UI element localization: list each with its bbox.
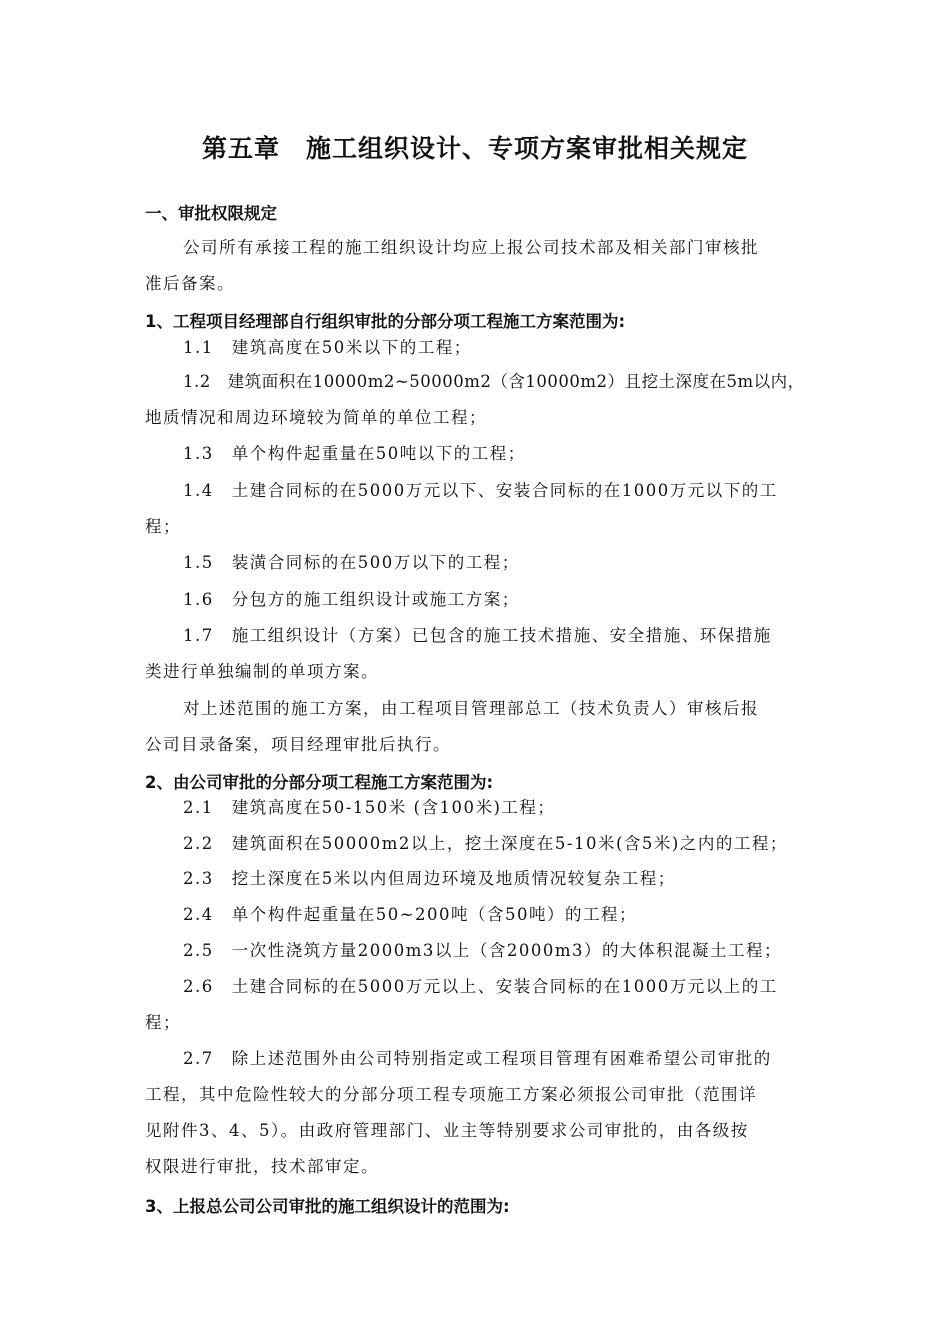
item-2-3: 2.3 挖土深度在5米以内但周边环境及地质情况较复杂工程； [183, 869, 676, 888]
part2-heading: 2、由公司审批的分部分项工程施工方案范围为: [145, 773, 494, 792]
section-heading: 一、审批权限规定 [145, 204, 277, 223]
item-2-6-cont: 程； [145, 1013, 181, 1032]
item-2-6: 2.6 土建合同标的在5000万元以上、安装合同标的在1000万元以上的工 [183, 977, 778, 996]
item-1-3: 1.3 单个构件起重量在50吨以下的工程； [183, 444, 526, 463]
item-1-2: 1.2 建筑面积在10000m2~50000m2（含10000m2）且挖土深度在5m以内， [183, 372, 805, 391]
item-2-5: 2.5 一次性浇筑方量2000m3以上（含2000m3）的大体积混凝土工程； [183, 941, 783, 960]
item-2-1: 2.1 建筑高度在50-150米 (含100米)工程； [183, 798, 556, 817]
intro-line-2: 准后备案。 [145, 274, 235, 293]
intro-line-1: 公司所有承接工程的施工组织设计均应上报公司技术部及相关部门审核批 [183, 238, 759, 257]
item-1-1: 1.1 建筑高度在50米以下的工程； [183, 338, 472, 357]
item-2-7-cont-3: 权限进行审批，技术部审定。 [145, 1157, 379, 1176]
item-2-2: 2.2 建筑面积在50000m2以上，挖土深度在5-10米(含5米)之内的工程； [183, 834, 788, 853]
item-2-7-cont-1: 工程，其中危险性较大的分部分项工程专项施工方案必须报公司审批（范围详 [145, 1085, 757, 1104]
item-1-2-cont: 地质情况和周边环境较为简单的单位工程； [145, 408, 487, 427]
item-2-7: 2.7 除上述范围外由公司特别指定或工程项目管理有困难希望公司审批的 [183, 1049, 772, 1068]
item-2-7-cont-2: 见附件3、4、5）。由政府管理部门、业主等特别要求公司审批的，由各级按 [145, 1121, 749, 1140]
part1-heading: 1、工程项目经理部自行组织审批的分部分项工程施工方案范围为: [145, 312, 626, 331]
item-1-7-cont: 类进行单独编制的单项方案。 [145, 662, 379, 681]
page-title: 第五章 施工组织设计、专项方案审批相关规定 [201, 134, 748, 163]
part1-note-2: 公司目录备案，项目经理审批后执行。 [145, 735, 451, 754]
item-1-7: 1.7 施工组织设计（方案）已包含的施工技术措施、安全措施、环保措施 [183, 626, 772, 645]
item-1-4-cont: 程； [145, 517, 181, 536]
part3-heading: 3、上报总公司公司审批的施工组织设计的范围为: [145, 1197, 510, 1216]
item-1-4: 1.4 土建合同标的在5000万元以下、安装合同标的在1000万元以下的工 [183, 481, 778, 500]
item-1-5: 1.5 装潢合同标的在500万以下的工程； [183, 553, 520, 572]
part1-note-1: 对上述范围的施工方案，由工程项目管理部总工（技术负责人）审核后报 [183, 699, 759, 718]
item-2-4: 2.4 单个构件起重量在50~200吨（含50吨）的工程； [183, 905, 638, 924]
item-1-6: 1.6 分包方的施工组织设计或施工方案； [183, 590, 520, 609]
